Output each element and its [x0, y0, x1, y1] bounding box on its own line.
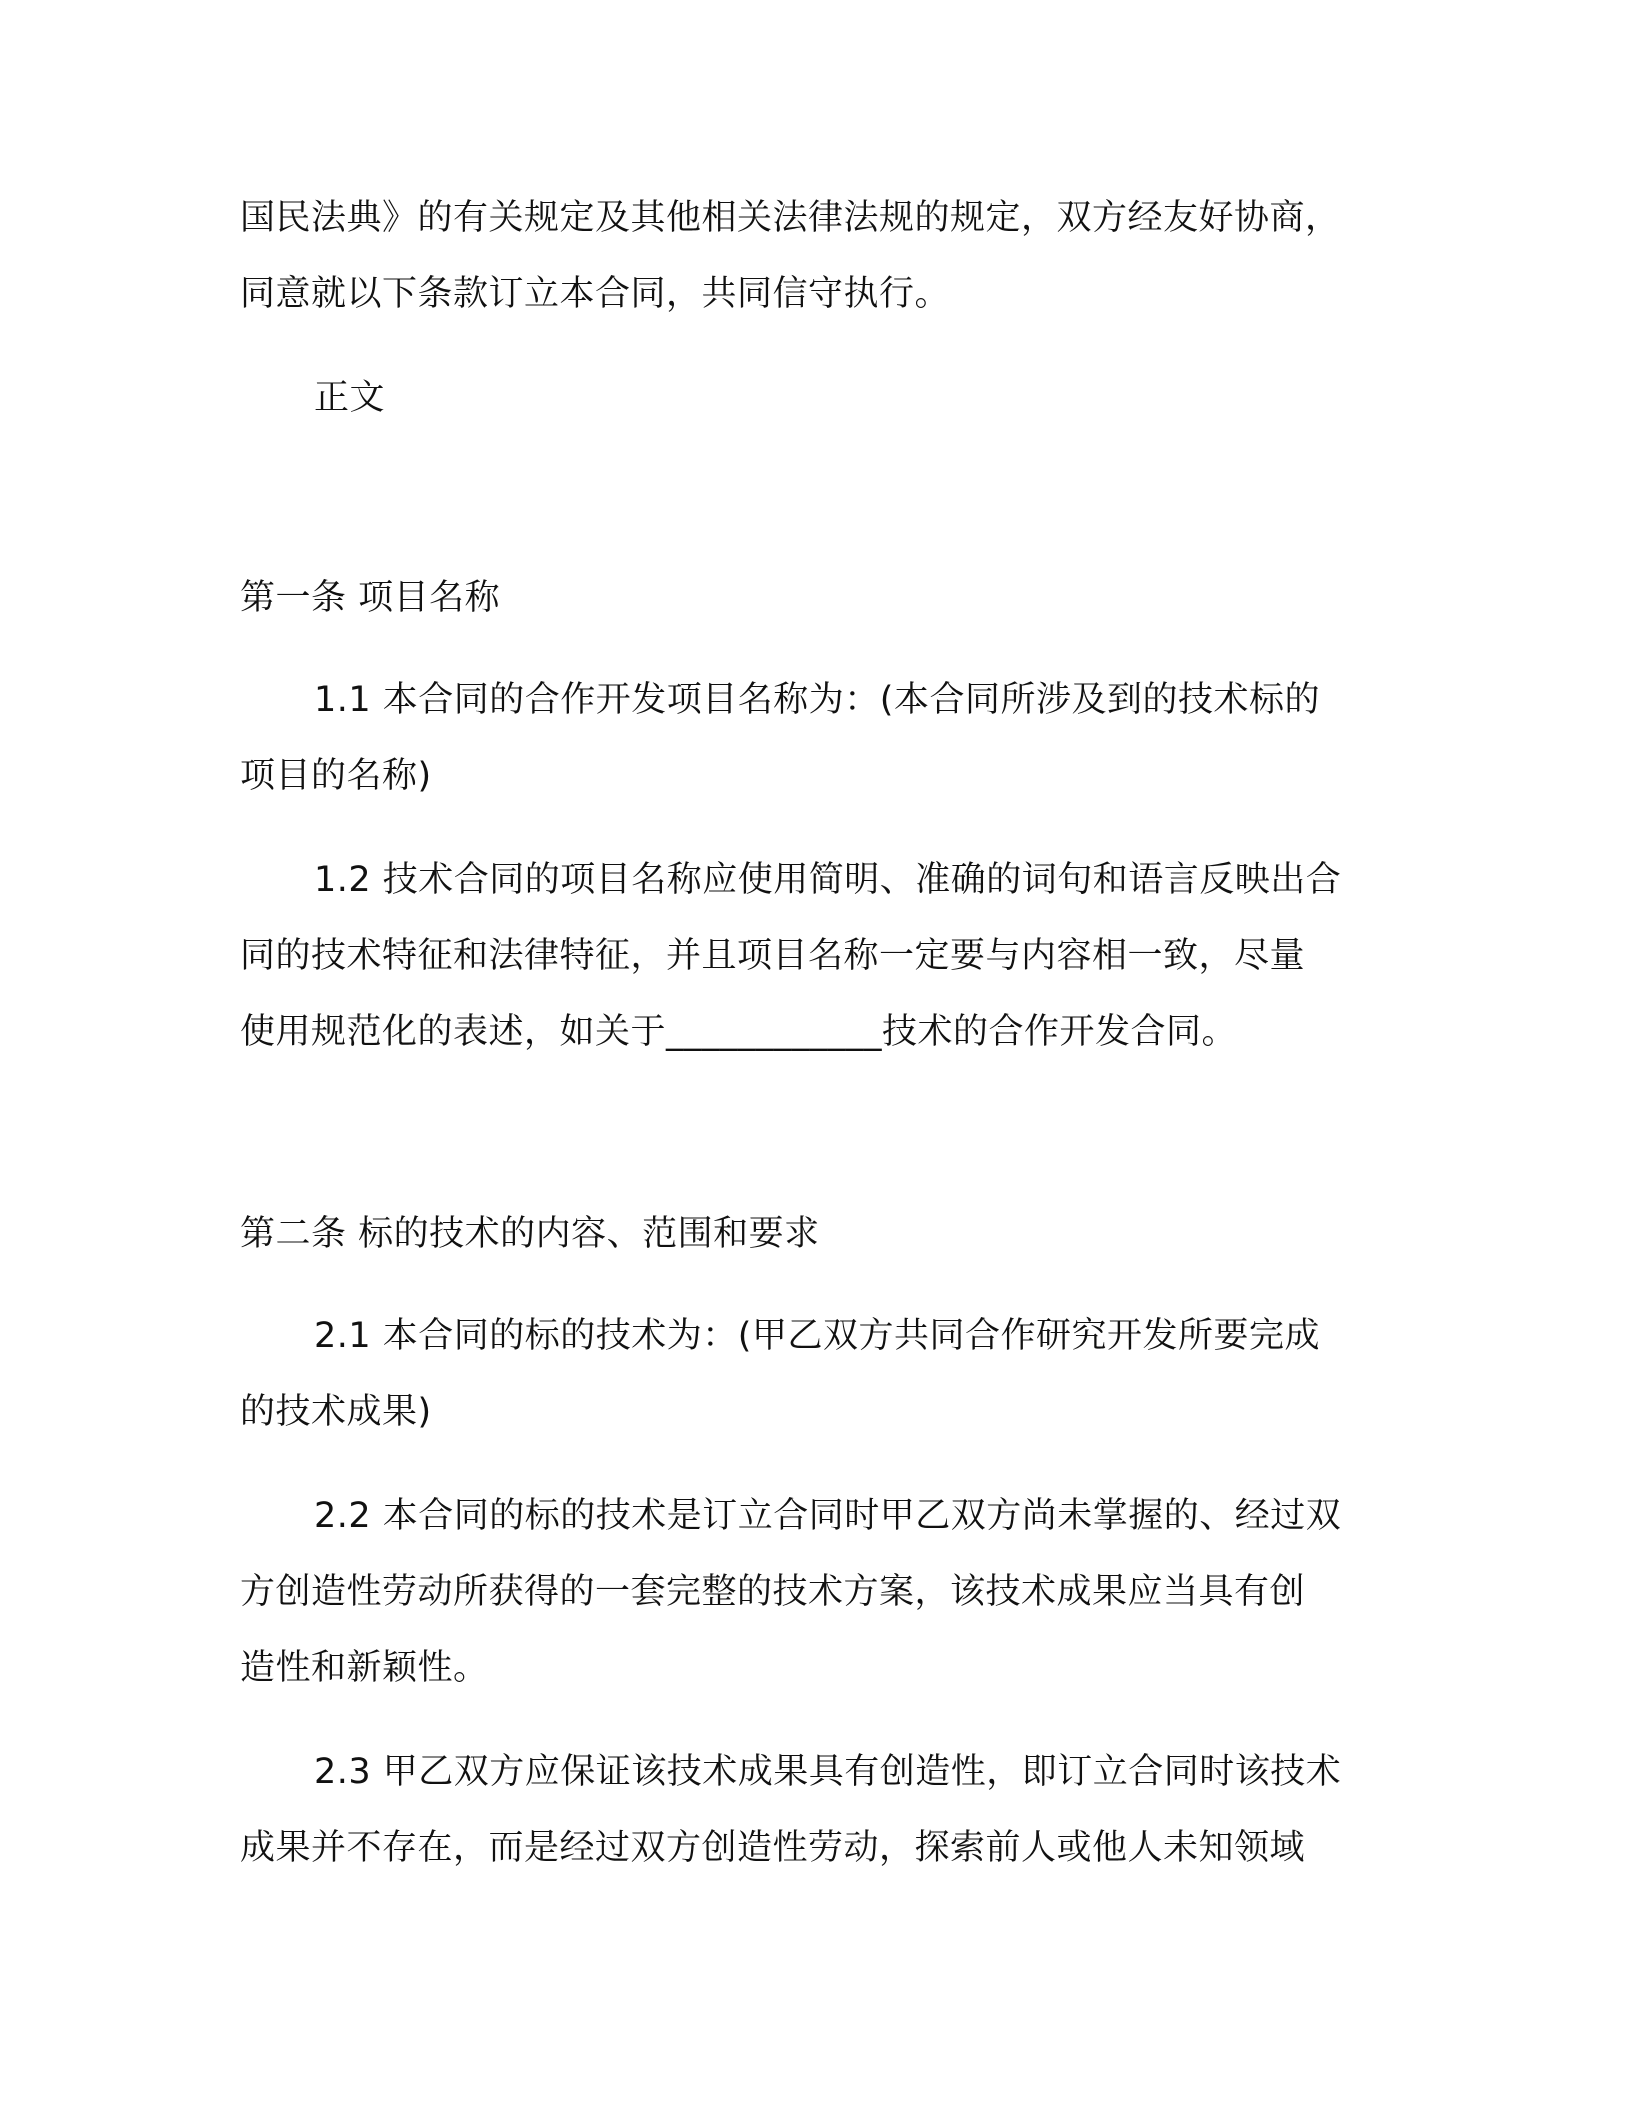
intro-line-1: 国民法典》的有关规定及其他相关法律法规的规定，双方经友好协商， — [240, 198, 1341, 238]
intro-line-2: 同意就以下条款订立本合同，共同信守执行。 — [240, 274, 951, 314]
article-1-heading: 第一条 项目名称 — [240, 578, 501, 618]
clause-2-3-line-2: 成果并不存在，而是经过双方创造性劳动，探索前人或他人未知领域 — [240, 1828, 1306, 1868]
clause-2-3-line-1: 2.3 甲乙双方应保证该技术成果具有创造性，即订立合同时该技术 — [314, 1752, 1342, 1792]
article-2-heading: 第二条 标的技术的内容、范围和要求 — [240, 1214, 820, 1254]
section-title: 正文 — [314, 378, 386, 418]
clause-2-2-line-1: 2.2 本合同的标的技术是订立合同时甲乙双方尚未掌握的、经过双 — [314, 1496, 1342, 1536]
clause-2-2-line-2: 方创造性劳动所获得的一套完整的技术方案，该技术成果应当具有创 — [240, 1572, 1306, 1612]
clause-1-2-line-1: 1.2 技术合同的项目名称应使用简明、准确的词句和语言反映出合 — [314, 860, 1342, 900]
clause-1-2-line-2: 同的技术特征和法律特征，并且项目名称一定要与内容相一致，尽量 — [240, 936, 1306, 976]
clause-2-1-line-2: 的技术成果) — [240, 1392, 432, 1432]
clause-2-1-line-1: 2.1 本合同的标的技术为：(甲乙双方共同合作研究开发所要完成 — [314, 1316, 1320, 1356]
clause-2-2-line-3: 造性和新颖性。 — [240, 1648, 489, 1688]
clause-1-1-line-1: 1.1 本合同的合作开发项目名称为：(本合同所涉及到的技术标的 — [314, 680, 1320, 720]
clause-1-2-line-3: 使用规范化的表述，如关于____________技术的合作开发合同。 — [240, 1012, 1238, 1052]
clause-1-1-line-2: 项目的名称) — [240, 756, 432, 796]
